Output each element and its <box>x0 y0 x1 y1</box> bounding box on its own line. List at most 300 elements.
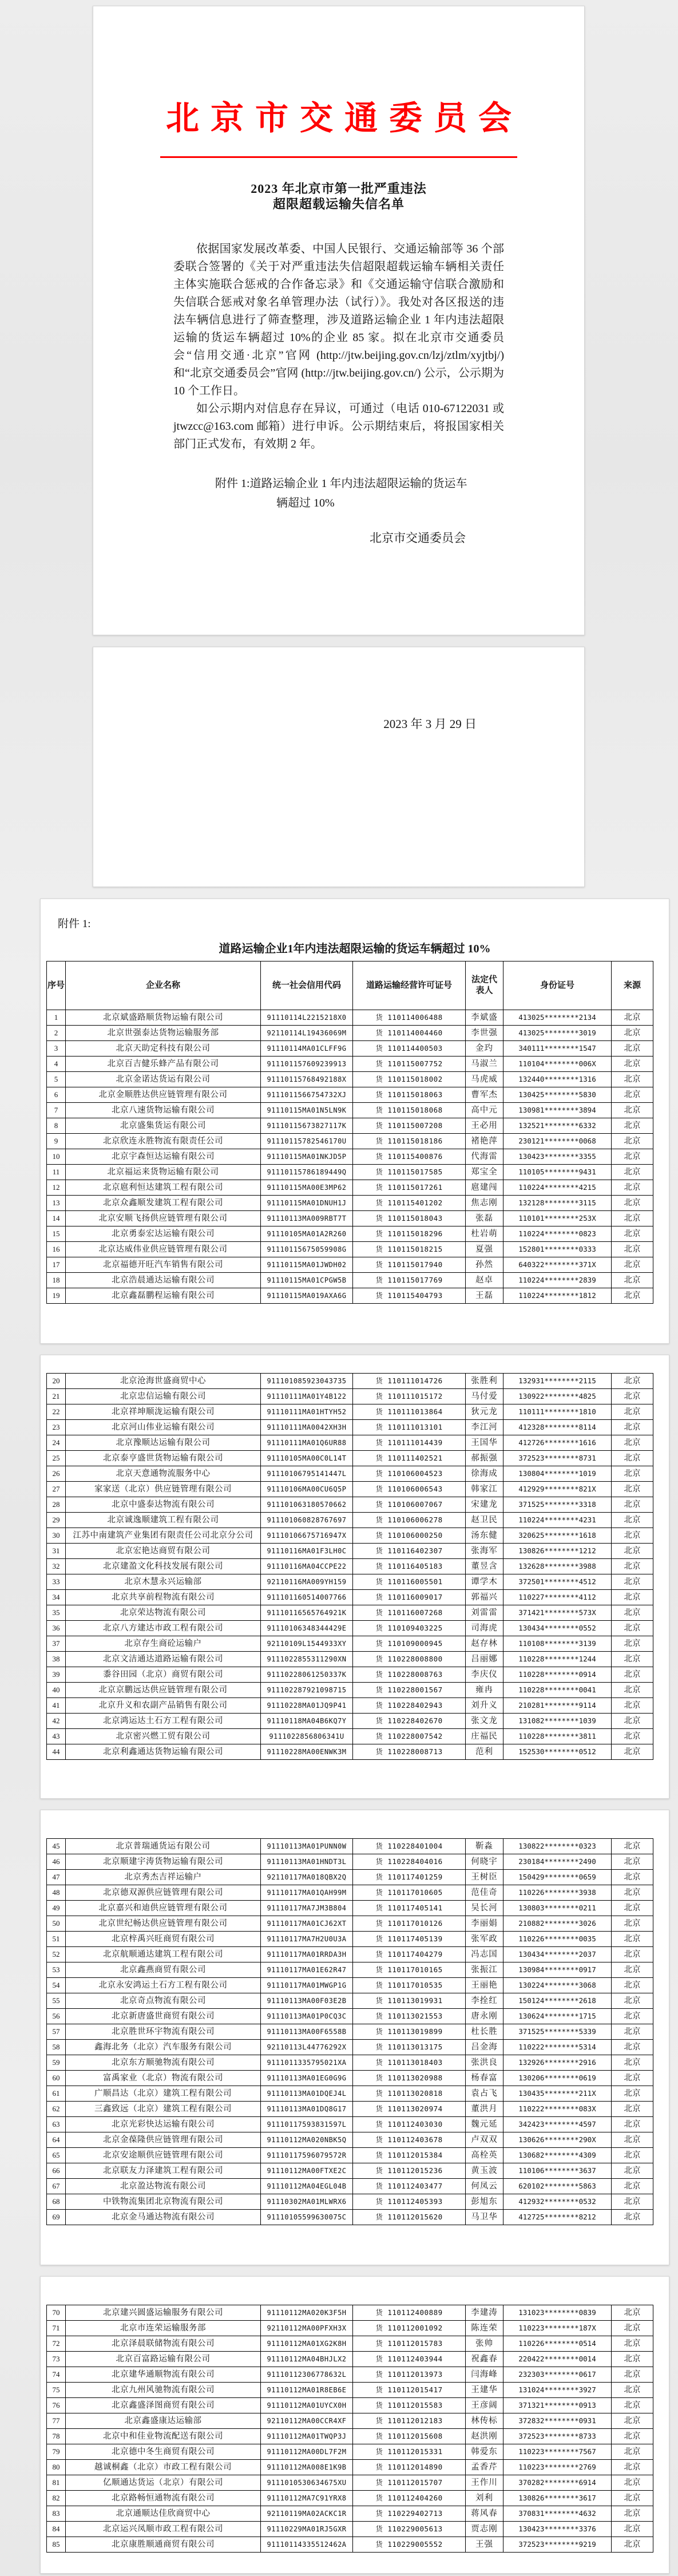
cell-credit-code: 91110115786189449Q <box>261 1165 353 1180</box>
table-row <box>47 1257 653 1273</box>
cell-serial: 8 <box>47 1118 66 1134</box>
table-row <box>47 2305 653 2321</box>
table-row <box>47 1165 653 1180</box>
table-row <box>47 2429 653 2444</box>
cell-company-name: 北京路畅恒通物流有限公司 <box>66 2491 261 2506</box>
cell-company-name: 北京中盛泰达物流有限公司 <box>66 1497 261 1513</box>
cell-legal-rep: 赵存林 <box>466 1636 503 1652</box>
cell-legal-rep: 吕丽娜 <box>466 1652 503 1667</box>
cell-license-no: 货 110109000945 <box>353 1636 466 1652</box>
cell-id-number: 230184********2490 <box>503 1854 612 1870</box>
cell-id-number: 412932********0532 <box>503 2194 612 2210</box>
cell-company-name: 北京鑫磊鹏程运输有限公司 <box>66 1288 261 1304</box>
cell-credit-code: 91110112MA01XG2K8H <box>261 2336 353 2352</box>
table-header-row <box>47 961 653 1010</box>
cell-legal-rep: 孟香芹 <box>466 2460 503 2475</box>
cell-license-no: 货 110115404793 <box>353 1288 466 1304</box>
cell-id-number: 372832********0931 <box>503 2413 612 2429</box>
cell-source: 北京 <box>612 1211 653 1226</box>
cell-source: 北京 <box>612 1947 653 1962</box>
cell-license-no: 货 110116009017 <box>353 1590 466 1605</box>
table-row <box>47 1118 653 1134</box>
cell-license-no: 货 110111014726 <box>353 1374 466 1389</box>
cell-serial: 81 <box>47 2475 66 2491</box>
document-date: 2023 年 3 月 29 日 <box>383 717 477 731</box>
cell-serial: 18 <box>47 1273 66 1288</box>
cell-legal-rep: 张文龙 <box>466 1714 503 1729</box>
cell-license-no: 货 110229005613 <box>353 2522 466 2537</box>
cell-company-name: 北京扈利恒达建筑工程有限公司 <box>66 1180 261 1196</box>
cell-serial: 44 <box>47 1744 66 1760</box>
cell-credit-code: 91110111MA0042XH3H <box>261 1420 353 1435</box>
cell-company-name: 富禹家业（北京）物流有限公司 <box>66 2071 261 2086</box>
cell-legal-rep: 张振江 <box>466 1962 503 1978</box>
attachment-note-line1: 附件 1:道路运输企业 1 年内违法超限运输的货运车 <box>215 477 467 490</box>
cell-source: 北京 <box>612 2398 653 2413</box>
table-row <box>47 1056 653 1072</box>
cell-company-name: 北京普瑞通货运有限公司 <box>66 1839 261 1854</box>
cell-company-name: 北京浩晨通达运输有限公司 <box>66 1273 261 1288</box>
cell-credit-code: 91110113MA01P0CQ3C <box>261 2009 353 2024</box>
cell-source: 北京 <box>612 1226 653 1242</box>
cell-source: 北京 <box>612 1621 653 1636</box>
cell-id-number: 110223********7567 <box>503 2444 612 2460</box>
cell-legal-rep: 汤东健 <box>466 1528 503 1544</box>
cell-license-no: 货 110112001092 <box>353 2321 466 2336</box>
cell-license-no: 货 110114400503 <box>353 1041 466 1056</box>
cell-company-name: 中铁物流集团北京物流有限公司 <box>66 2194 261 2210</box>
cell-credit-code: 91110112MA01R8EB6E <box>261 2383 353 2398</box>
cell-company-name: 北京勇泰宏达运输有限公司 <box>66 1226 261 1242</box>
table-header <box>47 961 653 1010</box>
cell-serial: 84 <box>47 2522 66 2537</box>
cell-license-no: 货 110106006278 <box>353 1513 466 1528</box>
table-row <box>47 1574 653 1590</box>
cell-company-name: 北京金诺达货运有限公司 <box>66 1072 261 1087</box>
cell-credit-code: 91110115MA01DNUH1J <box>261 1196 353 1211</box>
cell-legal-rep: 王丽艳 <box>466 1978 503 1993</box>
table-row <box>47 1590 653 1605</box>
cell-source: 北京 <box>612 2429 653 2444</box>
attachment-table-title: 道路运输企业1年内违法超限运输的货运车辆超过 10% <box>219 943 491 955</box>
cell-license-no: 货 110115007752 <box>353 1056 466 1072</box>
cell-credit-code: 91110117596079572R <box>261 2148 353 2163</box>
cell-company-name: 北京市连荣运输服务部 <box>66 2321 261 2336</box>
cell-license-no: 货 110115400876 <box>353 1149 466 1165</box>
cell-serial: 60 <box>47 2071 66 2086</box>
cell-company-name: 北京运兴凤顺市政工程有限公司 <box>66 2522 261 2537</box>
cell-credit-code: 92110109L1544933XY <box>261 1636 353 1652</box>
table-row <box>47 1667 653 1683</box>
cell-company-name: 北京达威伟业供应链管理有限公司 <box>66 1242 261 1257</box>
table-row <box>47 2398 653 2413</box>
cell-company-name: 北京九州风驰物流有限公司 <box>66 2383 261 2398</box>
cell-source: 北京 <box>612 2367 653 2383</box>
cell-serial: 73 <box>47 2352 66 2367</box>
cell-serial: 22 <box>47 1404 66 1420</box>
cell-id-number: 132440********1316 <box>503 1072 612 1087</box>
cell-serial: 59 <box>47 2055 66 2071</box>
cell-serial: 82 <box>47 2491 66 2506</box>
cell-license-no: 货 110115017940 <box>353 1257 466 1273</box>
table-row <box>47 2163 653 2179</box>
cell-license-no: 货 110112400889 <box>353 2305 466 2321</box>
cell-serial: 4 <box>47 1056 66 1072</box>
cell-source: 北京 <box>612 1744 653 1760</box>
cell-legal-rep: 陈连荣 <box>466 2321 503 2336</box>
cell-source: 北京 <box>612 2194 653 2210</box>
cell-company-name: 北京德双源供应链管理有限公司 <box>66 1885 261 1901</box>
cell-serial: 31 <box>47 1544 66 1559</box>
cell-legal-rep: 谭学木 <box>466 1574 503 1590</box>
cell-license-no: 货 110112014890 <box>353 2460 466 2475</box>
cell-legal-rep: 魏元延 <box>466 2117 503 2132</box>
cell-license-no: 货 110113020818 <box>353 2086 466 2102</box>
cell-legal-rep: 李江河 <box>466 1420 503 1435</box>
cell-license-no: 货 110228008800 <box>353 1652 466 1667</box>
cell-source: 北京 <box>612 2009 653 2024</box>
cell-legal-rep: 杜长胜 <box>466 2024 503 2040</box>
cell-license-no: 货 110112403477 <box>353 2179 466 2194</box>
cell-source: 北京 <box>612 1636 653 1652</box>
table-row <box>47 2367 653 2383</box>
table-row <box>47 1435 653 1451</box>
cell-source: 北京 <box>612 2086 653 2102</box>
violation-table-continued <box>46 1838 653 2225</box>
cell-credit-code: 91110228061250337K <box>261 1667 353 1683</box>
cell-id-number: 130682********4309 <box>503 2148 612 2163</box>
cell-company-name: 北京八速货物运输有限公司 <box>66 1103 261 1118</box>
cell-legal-rep: 刘利 <box>466 2491 503 2506</box>
cell-credit-code: 9111022856806341U <box>261 1729 353 1744</box>
cell-source: 北京 <box>612 1196 653 1211</box>
cell-license-no: 货 110115018002 <box>353 1072 466 1087</box>
cell-legal-rep: 马卫华 <box>466 2210 503 2225</box>
table-row <box>47 1180 653 1196</box>
table-row <box>47 1087 653 1103</box>
cell-credit-code: 91110114335512462A <box>261 2537 353 2553</box>
cell-credit-code: 91110111MA01Y4B122 <box>261 1389 353 1404</box>
cell-legal-rep: 高中元 <box>466 1103 503 1118</box>
cell-source: 北京 <box>612 2413 653 2429</box>
cell-company-name: 北京忠信运输有限公司 <box>66 1389 261 1404</box>
cell-source: 北京 <box>612 1180 653 1196</box>
cell-serial: 36 <box>47 1621 66 1636</box>
cell-serial: 23 <box>47 1420 66 1435</box>
cell-credit-code: 91110113MA01PUNN0W <box>261 1839 353 1854</box>
cell-serial: 20 <box>47 1374 66 1389</box>
cell-credit-code: 91110111MA01Q6UR88 <box>261 1435 353 1451</box>
table-row <box>47 1404 653 1420</box>
cell-company-name: 北京安顺飞扬供应链管理有限公司 <box>66 1211 261 1226</box>
cell-serial: 26 <box>47 1466 66 1482</box>
cell-serial: 46 <box>47 1854 66 1870</box>
cell-id-number: 130435********211X <box>503 2086 612 2102</box>
cell-license-no: 货 110112403030 <box>353 2117 466 2132</box>
cell-source: 北京 <box>612 2055 653 2071</box>
cell-legal-rep: 张帅 <box>466 2336 503 2352</box>
cell-legal-rep: 刘雷雷 <box>466 1605 503 1621</box>
cell-serial: 56 <box>47 2009 66 2024</box>
cell-id-number: 131023********0839 <box>503 2305 612 2321</box>
table-row <box>47 2102 653 2117</box>
cell-credit-code: 91110113MA01DQ8G17 <box>261 2102 353 2117</box>
cell-credit-code: 91110115768492188X <box>261 1072 353 1087</box>
cell-legal-rep: 宋建龙 <box>466 1497 503 1513</box>
cell-license-no: 货 110228001567 <box>353 1683 466 1698</box>
cell-credit-code: 91110115782546170U <box>261 1134 353 1149</box>
cell-credit-code: 91110113MA00F6558B <box>261 2024 353 2040</box>
table-row <box>47 1683 653 1698</box>
violation-table-continued <box>46 1373 653 1760</box>
paragraph-2: 如公示期内对信息存在异议，可通过（电话 010-67122031 或 jtwzcc@163.com 邮箱）进行申诉。公示期结束后，将报国家相关部门正式发布，有效期 2 年。 <box>173 402 504 450</box>
cell-source: 北京 <box>612 1010 653 1026</box>
cell-serial: 52 <box>47 1947 66 1962</box>
agency-title: 北京市交通委员会 <box>165 100 523 137</box>
cell-source: 北京 <box>612 1404 653 1420</box>
cell-serial: 10 <box>47 1149 66 1165</box>
cell-legal-rep: 蒋风春 <box>466 2506 503 2522</box>
cell-legal-rep: 庄福民 <box>466 1729 503 1744</box>
cell-credit-code: 91110115MA019AXA6G <box>261 1288 353 1304</box>
cell-license-no: 货 110228402943 <box>353 1698 466 1714</box>
document-title <box>93 181 584 212</box>
cell-company-name: 亿顺通达货运（北京）有限公司 <box>66 2475 261 2491</box>
cell-serial: 7 <box>47 1103 66 1118</box>
table-row <box>47 1451 653 1466</box>
cell-company-name: 北京光彩快达运输有限公司 <box>66 2117 261 2132</box>
cell-legal-rep: 张磊 <box>466 1211 503 1226</box>
cell-source: 北京 <box>612 1916 653 1932</box>
cell-credit-code: 91110105MA01A2R260 <box>261 1226 353 1242</box>
cell-company-name: 北京木慧永兴运输部 <box>66 1574 261 1590</box>
table-row <box>47 2132 653 2148</box>
cell-serial: 43 <box>47 1729 66 1744</box>
cell-source: 北京 <box>612 2040 653 2055</box>
cell-id-number: 130826********1212 <box>503 1544 612 1559</box>
cell-license-no: 货 110229402713 <box>353 2506 466 2522</box>
table-row <box>47 1041 653 1056</box>
cell-credit-code: 9111011566754732XJ <box>261 1087 353 1103</box>
table-row <box>47 2491 653 2506</box>
table-row <box>47 2413 653 2429</box>
cell-license-no: 货 110115018063 <box>353 1087 466 1103</box>
cell-id-number: 110104********006X <box>503 1056 612 1072</box>
table-row <box>47 1870 653 1885</box>
cell-license-no: 货 110112403678 <box>353 2132 466 2148</box>
cell-serial: 29 <box>47 1513 66 1528</box>
cell-credit-code: 92110114L19436069M <box>261 1026 353 1041</box>
cell-license-no: 货 110117405139 <box>353 1932 466 1947</box>
cell-license-no: 货 110111015172 <box>353 1389 466 1404</box>
cell-credit-code: 91110106348344429E <box>261 1621 353 1636</box>
cell-legal-rep: 狄元龙 <box>466 1404 503 1420</box>
cell-license-no: 货 110113021553 <box>353 2009 466 2024</box>
cell-source: 北京 <box>612 1698 653 1714</box>
cell-license-no: 货 110117404279 <box>353 1947 466 1962</box>
cell-license-no: 货 110117405141 <box>353 1901 466 1916</box>
cell-id-number: 340111********1547 <box>503 1041 612 1056</box>
cell-serial: 53 <box>47 1962 66 1978</box>
cell-company-name: 北京祥坤顺泷运输有限公司 <box>66 1404 261 1420</box>
cell-company-name: 北京天意通物流服务中心 <box>66 1466 261 1482</box>
table-row <box>47 2194 653 2210</box>
cell-company-name: 北京盛集货运有限公司 <box>66 1118 261 1134</box>
cell-company-name: 北京诚逸顺建筑工程有限公司 <box>66 1513 261 1528</box>
cell-id-number: 372501********4512 <box>503 1574 612 1590</box>
cell-source: 北京 <box>612 2321 653 2336</box>
cell-source: 北京 <box>612 2491 653 2506</box>
cell-legal-rep: 张海军 <box>466 1544 503 1559</box>
cell-credit-code: 911102287921098715 <box>261 1683 353 1698</box>
cell-company-name: 北京泰亨盛世货物运输有限公司 <box>66 1451 261 1466</box>
table-row <box>47 2383 653 2398</box>
cell-id-number: 110224********1812 <box>503 1288 612 1304</box>
table-row <box>47 1211 653 1226</box>
cell-id-number: 110106********3637 <box>503 2163 612 2179</box>
cell-legal-rep: 李拴红 <box>466 1993 503 2009</box>
cell-credit-code: 91110112MA008E1K9B <box>261 2460 353 2475</box>
cell-source: 北京 <box>612 2117 653 2132</box>
cell-legal-rep: 李世强 <box>466 1026 503 1041</box>
cell-credit-code: 92110116MA009YH159 <box>261 1574 353 1590</box>
cell-company-name: 黍谷田园（北京）商贸有限公司 <box>66 1667 261 1683</box>
cell-source: 北京 <box>612 1885 653 1901</box>
cell-serial: 13 <box>47 1196 66 1211</box>
cell-serial: 62 <box>47 2102 66 2117</box>
cell-legal-rep: 刘升义 <box>466 1698 503 1714</box>
table-row <box>47 1026 653 1041</box>
cell-serial: 71 <box>47 2321 66 2336</box>
table-row <box>47 1885 653 1901</box>
cell-license-no: 货 110112405393 <box>353 2194 466 2210</box>
cell-company-name: 越诚桐鑫（北京）市政工程有限公司 <box>66 2460 261 2475</box>
cell-id-number: 110224********4215 <box>503 1180 612 1196</box>
cell-legal-rep: 张胜利 <box>466 1374 503 1389</box>
cell-id-number: 110224********4231 <box>503 1513 612 1528</box>
cell-license-no: 货 110113013175 <box>353 2040 466 2055</box>
cell-id-number: 110223********187X <box>503 2321 612 2336</box>
table-row <box>47 1698 653 1714</box>
table-body-rows-20-44 <box>47 1374 653 1760</box>
cell-serial: 41 <box>47 1698 66 1714</box>
cell-legal-rep: 王必用 <box>466 1118 503 1134</box>
cell-legal-rep: 王强 <box>466 2537 503 2553</box>
cell-legal-rep: 范佳奇 <box>466 1885 503 1901</box>
table-row <box>47 1978 653 1993</box>
cell-id-number: 412725********8212 <box>503 2210 612 2225</box>
cell-source: 北京 <box>612 1242 653 1257</box>
cell-company-name: 北京共享前程物流有限公司 <box>66 1590 261 1605</box>
table-row <box>47 1901 653 1916</box>
table-row <box>47 2040 653 2055</box>
cell-source: 北京 <box>612 2352 653 2367</box>
cell-source: 北京 <box>612 2102 653 2117</box>
cell-credit-code: 9111010530634675XU <box>261 2475 353 2491</box>
cell-legal-rep: 吴长河 <box>466 1901 503 1916</box>
cell-serial: 5 <box>47 1072 66 1087</box>
cell-source: 北京 <box>612 2460 653 2475</box>
cell-serial: 85 <box>47 2537 66 2553</box>
cell-source: 北京 <box>612 1993 653 2009</box>
red-divider-line <box>160 156 517 158</box>
cell-id-number: 132931********2115 <box>503 1374 612 1389</box>
cell-legal-rep: 高栓英 <box>466 2148 503 2163</box>
cell-legal-rep: 李丽娟 <box>466 1916 503 1932</box>
cell-serial: 15 <box>47 1226 66 1242</box>
cell-license-no: 货 110112403944 <box>353 2352 466 2367</box>
table-row <box>47 2460 653 2475</box>
cell-serial: 37 <box>47 1636 66 1652</box>
cell-credit-code: 92110119MA02ACKC1R <box>261 2506 353 2522</box>
cell-credit-code: 91110117MA01E62R47 <box>261 1962 353 1978</box>
cell-legal-rep: 靳淼 <box>466 1839 503 1854</box>
cell-source: 北京 <box>612 2024 653 2040</box>
cell-id-number: 110226********0035 <box>503 1932 612 1947</box>
cell-company-name: 北京新唐盛世商贸有限公司 <box>66 2009 261 2024</box>
cell-serial: 63 <box>47 2117 66 2132</box>
cell-serial: 83 <box>47 2506 66 2522</box>
cell-license-no: 货 110112404260 <box>353 2491 466 2506</box>
cell-source: 北京 <box>612 2444 653 2460</box>
cell-source: 北京 <box>612 1118 653 1134</box>
cell-source: 北京 <box>612 1513 653 1528</box>
cell-serial: 17 <box>47 1257 66 1273</box>
cell-company-name: 江苏中南建筑产业集团有限责任公司北京分公司 <box>66 1528 261 1544</box>
cell-company-name: 北京永安鸿运土石方工程有限公司 <box>66 1978 261 1993</box>
cell-serial: 42 <box>47 1714 66 1729</box>
cell-credit-code: 91110116565764921K <box>261 1605 353 1621</box>
cell-id-number: 412929********821X <box>503 1482 612 1497</box>
cell-legal-rep: 王磊 <box>466 1288 503 1304</box>
cell-company-name: 家家送（北京）供应链管理有限公司 <box>66 1482 261 1497</box>
cell-company-name: 北京密兴燃工贸有限公司 <box>66 1729 261 1744</box>
cell-company-name: 北京鸿运达土石方工程有限公司 <box>66 1714 261 1729</box>
cell-id-number: 320625********1618 <box>503 1528 612 1544</box>
cell-credit-code: 911101063180570662 <box>261 1497 353 1513</box>
cell-id-number: 232303********0617 <box>503 2367 612 2383</box>
cell-serial: 3 <box>47 1041 66 1056</box>
cell-legal-rep: 祝鑫春 <box>466 2352 503 2367</box>
cell-legal-rep: 董昱含 <box>466 1559 503 1574</box>
cell-company-name: 北京秀杰吉祥运输户 <box>66 1870 261 1885</box>
cell-credit-code: 91110112MA7C91YRX8 <box>261 2491 353 2506</box>
violation-table-continued <box>46 2305 653 2553</box>
cell-license-no: 货 110115018215 <box>353 1242 466 1257</box>
cell-serial: 69 <box>47 2210 66 2225</box>
cell-license-no: 货 110113020974 <box>353 2102 466 2117</box>
cell-serial: 68 <box>47 2194 66 2210</box>
cell-credit-code: 91110228MA00ENWK3M <box>261 1744 353 1760</box>
attachment-label: 附件 1: <box>58 918 91 930</box>
cell-license-no: 货 110111013864 <box>353 1404 466 1420</box>
cell-legal-rep: 何凤云 <box>466 2179 503 2194</box>
cell-id-number: 413025********3019 <box>503 1026 612 1041</box>
cell-id-number: 372523********9219 <box>503 2537 612 2553</box>
cell-serial: 67 <box>47 2179 66 2194</box>
table-row <box>47 1242 653 1257</box>
header-serial: 序号 <box>47 961 66 1010</box>
cell-company-name: 北京建华通顺物流有限公司 <box>66 2367 261 2383</box>
cell-source: 北京 <box>612 2148 653 2163</box>
header-id-number: 身份证号 <box>503 961 612 1010</box>
cell-legal-rep: 曹军杰 <box>466 1087 503 1103</box>
cell-credit-code: 9111022855311290XN <box>261 1652 353 1667</box>
cell-legal-rep: 郭福兴 <box>466 1590 503 1605</box>
cell-id-number: 130434********2037 <box>503 1947 612 1962</box>
table-row <box>47 2009 653 2024</box>
cell-company-name: 北京金马通达物流有限公司 <box>66 2210 261 2225</box>
